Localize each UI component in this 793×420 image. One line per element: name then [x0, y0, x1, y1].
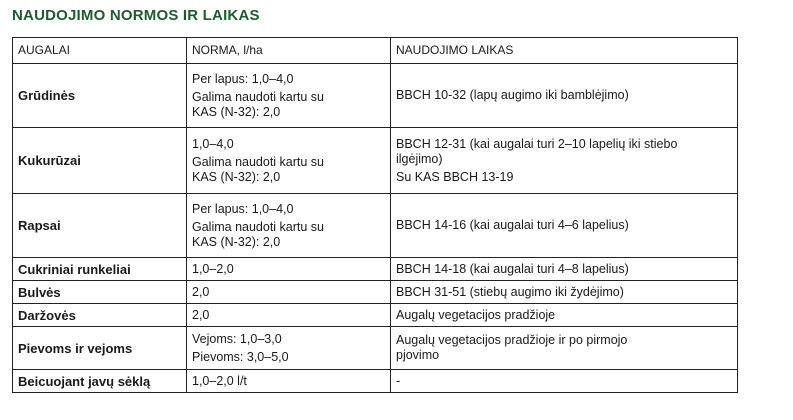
crop-cell: Cukriniai runkeliai — [13, 258, 187, 281]
norm-line: Galima naudoti kartu su — [192, 154, 325, 169]
norm-line: Galima naudoti kartu su — [192, 89, 325, 104]
time-cell — [391, 370, 738, 393]
norm-cell — [187, 258, 391, 281]
norm-line: Per lapus: 1,0–4,0 — [192, 71, 294, 86]
crop-cell: Grūdinės — [13, 64, 187, 128]
time-line: BBCH 14-16 (kai augalai turi 4–6 lapelius) — [396, 218, 629, 232]
norm-line: KAS (N-32): 2,0 — [192, 104, 281, 119]
crop-cell: Kukurūzai — [13, 128, 187, 194]
time-line: ilgėjimo) — [396, 151, 443, 166]
table-header-row — [13, 38, 738, 64]
time-cell — [391, 281, 738, 304]
time-cell — [391, 258, 738, 281]
table-row — [13, 128, 738, 194]
table-row — [13, 370, 738, 393]
norm-line: 2,0 — [192, 284, 210, 299]
table-row — [13, 304, 738, 327]
norm-cell — [187, 64, 391, 128]
crop-cell: Rapsai — [13, 194, 187, 258]
time-cell — [391, 327, 738, 370]
time-line: BBCH 10-32 (lapų augimo iki bamblėjimo) — [396, 88, 629, 102]
crop-cell: Beicuojant javų sėklą — [13, 370, 187, 393]
norm-cell — [187, 128, 391, 194]
time-line: BBCH 12-31 (kai augalai turi 2–10 lapelių iki stiebo — [396, 136, 678, 151]
usage-table — [12, 37, 738, 393]
norm-line: KAS (N-32): 2,0 — [192, 169, 281, 184]
header-norm: NORMA, l/ha — [187, 38, 391, 64]
norm-line: KAS (N-32): 2,0 — [192, 234, 281, 249]
time-line: BBCH 14-18 (kai augalai turi 4–8 lapelius) — [396, 261, 629, 276]
table-row — [13, 281, 738, 304]
header-time: NAUDOJIMO LAIKAS — [391, 38, 738, 64]
norm-line: 2,0 — [192, 307, 210, 322]
crop-cell: Pievoms ir vejoms — [13, 327, 187, 370]
time-line: - — [396, 373, 401, 388]
header-crops: AUGALAI — [13, 38, 187, 64]
time-line: Augalų vegetacijos pradžioje ir po pirmojo — [396, 333, 628, 347]
time-cell — [391, 304, 738, 327]
norm-cell — [187, 281, 391, 304]
time-line: BBCH 31-51 (stiebų augimo iki žydėjimo) — [396, 284, 624, 299]
time-line: Augalų vegetacijos pradžioje — [396, 307, 556, 322]
norm-line: Pievoms: 3,0–5,0 — [192, 349, 289, 364]
norm-line: Per lapus: 1,0–4,0 — [192, 201, 294, 216]
page-title: NAUDOJIMO NORMOS IR LAIKAS — [12, 7, 260, 24]
crop-cell: Bulvės — [13, 281, 187, 304]
norm-cell — [187, 370, 391, 393]
norm-line: 1,0–2,0 l/t — [192, 373, 247, 388]
norm-line: 1,0–2,0 — [192, 261, 234, 276]
table-row — [13, 194, 738, 258]
table-row — [13, 327, 738, 370]
norm-cell — [187, 194, 391, 258]
crop-cell: Daržovės — [13, 304, 187, 327]
time-cell — [391, 64, 738, 128]
norm-cell — [187, 327, 391, 370]
table-row — [13, 258, 738, 281]
norm-line: Vejoms: 1,0–3,0 — [192, 331, 282, 346]
norm-line: Galima naudoti kartu su — [192, 219, 325, 234]
time-cell — [391, 194, 738, 258]
norm-cell — [187, 304, 391, 327]
time-line: Su KAS BBCH 13-19 — [396, 169, 514, 184]
norm-line: 1,0–4,0 — [192, 136, 234, 151]
table-row — [13, 64, 738, 128]
time-line: pjovimo — [396, 348, 440, 362]
time-cell — [391, 128, 738, 194]
